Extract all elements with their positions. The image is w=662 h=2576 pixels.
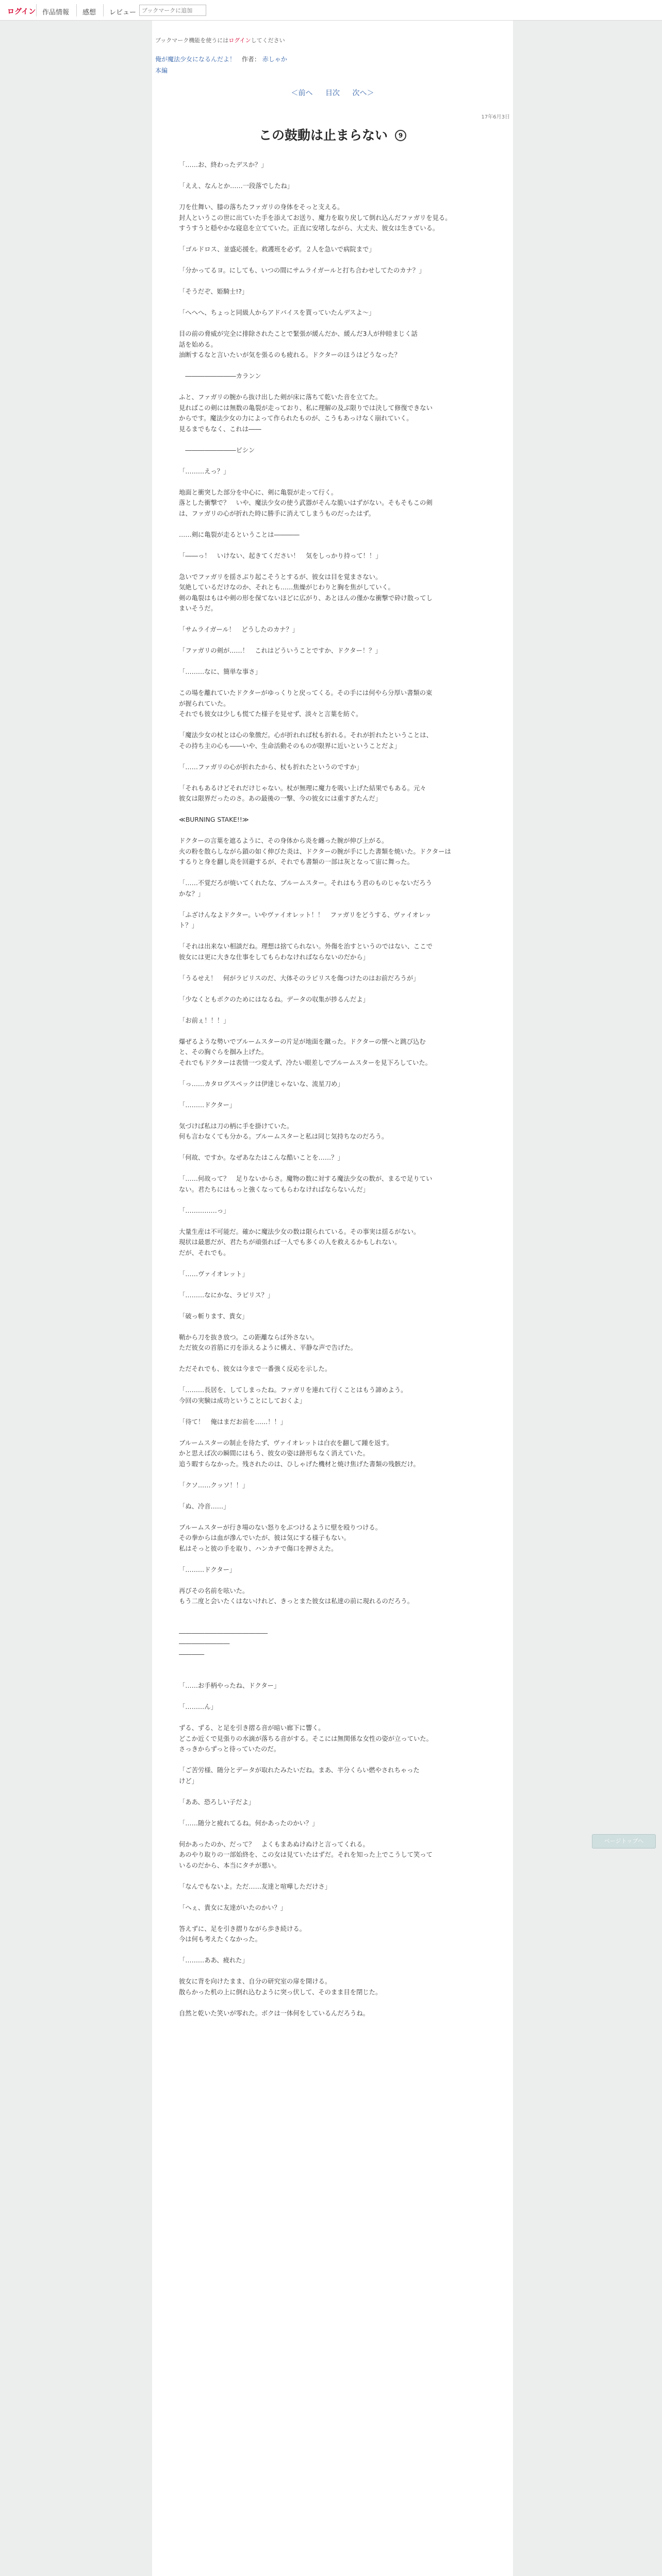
body-paragraph: 「……………っ」 (179, 1207, 230, 1214)
body-paragraph: ――――――――カランン (179, 372, 261, 380)
body-paragraph: 刀を仕舞い、膝の落ちたファガリの身体をそっと支える。 (179, 204, 344, 211)
body-paragraph: 「待て！ 俺はまだお前を……！！」 (179, 1418, 287, 1426)
body-paragraph: 封人というこの世に出ていた手を添えてお送り、魔力を取り戻して倒れ込んだファガリを見る。 (179, 214, 452, 222)
body-paragraph: ずる、ずる、と足を引き摺る音が暗い廊下に響く。 (179, 1724, 325, 1732)
author-link[interactable]: 赤しゃか (262, 56, 287, 63)
body-paragraph: が握られていた。 (179, 700, 230, 707)
body-paragraph: 急いでファガリを揺さぶり起こそうとするが、彼女は目を覚まさない。 (179, 573, 382, 581)
body-paragraph: 「お前ぇ！！！」 (179, 1016, 230, 1024)
body-paragraph (179, 1279, 488, 1290)
body-paragraph (179, 1427, 488, 1438)
body-paragraph: 「………長居を、してしまったね。ファガリを連れて行くことはもう諦めよう。 (179, 1386, 407, 1394)
body-paragraph (179, 1406, 488, 1417)
body-paragraph (179, 984, 488, 994)
body-paragraph (179, 382, 488, 393)
body-paragraph: からです。魔法少女の力によって作られたものが、こうもあっけなく崩れていく。 (179, 415, 413, 422)
body-paragraph: けど」 (179, 1777, 198, 1785)
login-note-text-suffix: してください (251, 37, 285, 44)
body-paragraph: 彼女には更に大きな仕事をしてもらわなければならないのだから」 (179, 953, 369, 961)
body-paragraph: 地面と衝突した部分を中心に、剣に亀裂が走って行く。 (179, 488, 338, 496)
body-paragraph: 「……お、終わったデスか？」 (179, 161, 268, 168)
body-paragraph: 「……お手柄やったね、ドクター」 (179, 1682, 280, 1689)
body-paragraph: 現状は最悪だが、君たちが頑張れば一人でも多くの人を救えるかもしれない。 (179, 1239, 401, 1246)
series-title-link[interactable]: 俺が魔法少女になるんだよ！ (155, 56, 236, 63)
body-paragraph: 「へぇ、貴女に友達がいたのかい？」 (179, 1904, 287, 1911)
body-paragraph: 「ええ、なんとか……一段落でしたね」 (179, 182, 294, 190)
body-paragraph (179, 1216, 488, 1227)
body-paragraph: 「………ああ、疲れた」 (179, 1957, 249, 1964)
body-paragraph (179, 899, 488, 910)
body-paragraph: ブルームスターが行き場のない怒りをぶつけるように壁を殴りつける。 (179, 1523, 382, 1531)
page-top-button[interactable]: ページトップへ (592, 1834, 656, 1849)
body-paragraph: 「うるせえ！ 何がラピリスのだ、大体そのラピリスを傷つけたのはお前だろうが」 (179, 974, 420, 982)
body-paragraph (179, 1469, 488, 1480)
login-note-link[interactable]: ログイン (228, 37, 251, 44)
body-paragraph (179, 720, 488, 731)
body-paragraph (179, 1871, 488, 1882)
body-paragraph (179, 1026, 488, 1037)
body-paragraph: は、ファガリの心が折れた時に勝手に消えてしまうものだったはず。 (179, 510, 375, 517)
body-paragraph: 私はそっと彼の手を取り、ハンカチで傷口を押さえた。 (179, 1545, 338, 1552)
body-paragraph: どこか近くで見張りの水滴が落ちる音がする。そこには無関係な女性の姿が立っていた。 (179, 1735, 433, 1742)
body-paragraph (179, 434, 488, 445)
body-paragraph: 「少なくともボクのためにはなるね。データの収集が捗るんだよ」 (179, 995, 369, 1003)
body-paragraph (179, 1005, 488, 1015)
body-paragraph (179, 361, 488, 371)
body-paragraph: ブルームスターの制止を待たず、ヴァイオレットは白衣を翻して踵を返す。 (179, 1439, 393, 1447)
prev-chapter-link[interactable]: ＜前へ (291, 89, 313, 97)
body-paragraph: ≪BURNING STAKE!!≫ (179, 816, 249, 823)
body-paragraph: 爆ぜるような勢いでブルームスターの片足が地面を蹴った。ドクターの懐へと跳び込む (179, 1038, 426, 1045)
body-paragraph: 「魔法少女の杖とは心の象徴だ。心が折れれば杖も折れる。それが折れたということは、 (179, 732, 433, 739)
body-paragraph (179, 962, 488, 973)
body-paragraph (179, 1321, 488, 1332)
body-paragraph (179, 751, 488, 762)
body-paragraph: ……剣に亀裂が走るということは―――― (179, 531, 300, 538)
body-paragraph: ふと、ファガリの腕から抜け出した剣が床に落ちて乾いた音を立てた。 (179, 394, 382, 401)
body-paragraph: 何も言わなくても分かる。ブルームスターと私は同じ気持ちなのだろう。 (179, 1133, 388, 1140)
body-paragraph (179, 868, 488, 878)
body-paragraph (179, 1913, 488, 1924)
body-paragraph: 「へへへ、ちょっと同級人からアドバイスを貰っていたんデスよ〜」 (179, 309, 375, 316)
body-paragraph: 気絶しているだけなのか、それとも……焦燥がじわりと胸を焦がしていく。 (179, 584, 394, 591)
body-paragraph: 「それもあるけどそれだけじゃない。杖が無理に魔力を吸い上げた結果でもある。元々 (179, 784, 426, 792)
body-paragraph: ――――――――ピシン (179, 446, 255, 454)
body-paragraph (179, 1089, 488, 1100)
body-paragraph: 「………えっ？」 (179, 467, 230, 475)
body-paragraph: 今は何も考えたくなかった。 (179, 1936, 261, 1943)
body-paragraph: ない。君たちにはもっと強くなってもらわなければならないんだ」 (179, 1185, 369, 1193)
body-paragraph: と、その胸ぐらを掴み上げた。 (179, 1048, 268, 1056)
body-paragraph (179, 1575, 488, 1586)
body-paragraph: 見ればこの剣には無数の亀裂が走っており、私に理解の及ぶ限りでは決して修復できない (179, 404, 433, 412)
body-paragraph: 彼女に背を向けたまま、自分の研究室の扉を開ける。 (179, 1978, 332, 1985)
body-paragraph: 油断するなと言いたいが気を張るのも疲れる。ドクターのほうはどうなった？ (179, 351, 401, 359)
body-paragraph: かな？」 (179, 890, 205, 897)
body-paragraph (179, 255, 488, 266)
body-paragraph (179, 804, 488, 815)
body-paragraph: 「そうだぞ、姫騎士!?」 (179, 288, 249, 295)
body-paragraph: 彼女は限界だったのさ。あの最後の一撃、今の彼女には重すぎたんだ」 (179, 795, 382, 802)
body-paragraph (179, 1353, 488, 1364)
impressions-link[interactable]: 感想 (82, 9, 96, 16)
body-paragraph (179, 1659, 488, 1670)
body-paragraph: 散らかった机の上に倒れ込むように突っ伏して、そのまま目を閉じた。 (179, 1988, 382, 1996)
body-paragraph: 「ゴルドロス、並盛応援を。救護班を必ず。２人を急いで病院まで」 (179, 246, 375, 253)
nav-divider (76, 4, 77, 16)
body-paragraph (179, 1828, 488, 1839)
body-paragraph (179, 1375, 488, 1385)
body-paragraph: 「何故、ですか。なぜあなたはこんな酷いことを……？」 (179, 1154, 344, 1161)
body-paragraph: 「――っ！ いけない、起きてください！ 気をしっかり持って！！」 (179, 552, 382, 560)
body-paragraph: 落とした衝撃で？ いや、魔法少女の使う武器がそんな脆いはずがない。そもそもこの剣 (179, 499, 433, 506)
body-paragraph (179, 192, 488, 202)
body-paragraph (179, 1617, 488, 1628)
body-paragraph: この場を離れていたドクターがゆっくりと戻ってくる。その手には何やら分厚い書類の束 (179, 689, 433, 697)
body-paragraph: 「ふざけんなよドクター。いやヴァイオレット！！ ファガリをどうする、ヴァイオレッ (179, 911, 432, 919)
body-paragraph: 「……ヴァイオレット」 (179, 1270, 249, 1278)
body-paragraph: 大量生産は不可能だ。確かに魔法少女の数は限られている。その事実は揺るがない。 (179, 1228, 420, 1235)
body-paragraph (179, 1807, 488, 1818)
body-paragraph: 「……ファガリの心が折れたから、杖も折れたというのですか」 (179, 763, 363, 771)
novel-content-column (152, 21, 513, 2576)
body-paragraph (179, 519, 488, 530)
body-paragraph (179, 1195, 488, 1206)
body-paragraph: その拳からは血が滲んでいたが、彼は気にする様子もない。 (179, 1534, 351, 1541)
body-paragraph: ト？」 (179, 922, 198, 929)
body-paragraph: 答えずに、足を引き摺りながら歩き続ける。 (179, 1925, 306, 1933)
body-paragraph: 見るまでもなく、これは―― (179, 425, 261, 433)
nav-divider (103, 4, 104, 16)
body-paragraph: 「……随分と疲れてるね。何かあったのかい？」 (179, 1819, 319, 1827)
body-paragraph: するりと身を翻し炎を回避するが、それでも書類の一部は灰となって宙に舞った。 (179, 858, 413, 866)
body-paragraph (179, 1068, 488, 1079)
body-paragraph: 「なんでもないよ。ただ……友達と喧嘩しただけさ」 (179, 1883, 332, 1890)
series-info (155, 55, 287, 63)
body-paragraph: 目の前の脅威が完全に排除されたことで緊張が緩んだか、緩んだ3人が仲睦まじく話 (179, 330, 418, 337)
body-paragraph (179, 772, 488, 783)
chapter-number-badge: 9 (395, 130, 406, 141)
body-paragraph: 自然と乾いた笑いが零れた。ボクは一体何をしているんだろうね。 (179, 2009, 369, 2017)
body-paragraph (179, 1966, 488, 1977)
body-paragraph: ―――――――― (179, 1640, 230, 1647)
body-paragraph: 「ぬ、冷音……」 (179, 1502, 230, 1510)
author-label: 作者： (241, 56, 260, 63)
body-paragraph: 「っ……カタログスペックは伊達じゃないな、流星刀め」 (179, 1080, 344, 1088)
body-paragraph: 今回の実験は成功ということにしておくよ」 (179, 1397, 306, 1404)
review-link[interactable]: レビュー (109, 9, 137, 16)
body-paragraph: 「サムライガール！ どうしたのカナ？」 (179, 626, 299, 633)
body-paragraph (179, 1945, 488, 1956)
body-paragraph: ドクターの言葉を遮るように、その身体から炎を纏った腕が伸び上がる。 (179, 837, 388, 844)
top-navigation-bar (0, 0, 662, 21)
body-paragraph: 鞘から刀を抜き放つ。この距離ならば外さない。 (179, 1333, 319, 1341)
body-paragraph (179, 1142, 488, 1153)
body-paragraph: いるのだから、本当にタチが悪い。 (179, 1861, 280, 1869)
body-paragraph (179, 1997, 488, 2008)
body-paragraph (179, 825, 488, 836)
chapter-group-label: 本編 (155, 67, 168, 74)
chapter-body (179, 160, 488, 2019)
chapter-title-row (152, 125, 513, 144)
body-paragraph: 火の粉を散らしながら鎖の如く伸びた炎は、ドクターの腕が手にした書類を焼いた。ドクターは (179, 848, 451, 855)
post-date: 17年6月3日 (481, 114, 510, 120)
body-paragraph (179, 1300, 488, 1311)
body-paragraph (179, 1607, 488, 1618)
body-paragraph: 「クソ……クッソ！！」 (179, 1481, 249, 1489)
body-paragraph: 「………ドクター」 (179, 1566, 236, 1573)
body-paragraph: まいそうだ。 (179, 605, 217, 612)
bookmark-login-note (155, 36, 285, 44)
body-paragraph (179, 171, 488, 181)
next-chapter-link[interactable]: 次へ＞ (352, 89, 374, 97)
body-paragraph: だが、それでも。 (179, 1249, 230, 1257)
body-paragraph (179, 1258, 488, 1269)
body-paragraph: 「それは出来ない相談だね。理想は捨てられない。外傷を治すというのではない、ここで (179, 943, 433, 950)
body-paragraph: あのやり取りの一部始終を、この女は見ていたはずだ。それを知った上でこうして笑って (179, 1851, 433, 1858)
body-paragraph: 追う暇すらなかった。残されたのは、ひしゃげた機材と焼け焦げた書類の残骸だけ。 (179, 1460, 420, 1468)
body-paragraph: それでも彼女は少しも慌てた様子を見せず、淡々と言葉を紡ぐ。 (179, 710, 362, 718)
body-paragraph: 「……何故って？ 足りないからさ。魔物の数に対する魔法少女の数が、まるで足りてい (179, 1175, 433, 1182)
body-paragraph (179, 297, 488, 308)
body-paragraph: すうすうと穏やかな寝息を立てていた。正直に安堵しながら、大丈夫、彼女は生きている。 (179, 225, 439, 232)
body-paragraph: 「ああ、恐ろしい子だよ」 (179, 1798, 255, 1806)
body-paragraph (179, 276, 488, 287)
body-paragraph (179, 931, 488, 942)
body-paragraph (179, 477, 488, 487)
body-paragraph (179, 656, 488, 667)
body-paragraph (179, 455, 488, 466)
body-paragraph: ―――― (179, 1650, 205, 1658)
body-paragraph: もう二度と会いたくはないけれど、きっとまた彼女は私達の前に現れるのだろう。 (179, 1598, 413, 1605)
body-paragraph: ―――――――――――――― (179, 1629, 268, 1637)
body-paragraph (179, 1892, 488, 1903)
nav-divider (36, 4, 37, 16)
body-paragraph: 「破っ斬ります、貴女」 (179, 1312, 249, 1320)
body-paragraph: 「………なに、簡単な事さ」 (179, 668, 261, 675)
body-paragraph: 「……不覚だろが焼いてくれたな、ブルームスター。それはもう君のものじゃないだろう (179, 879, 432, 887)
works-info-link[interactable]: 作品情報 (42, 9, 70, 16)
body-paragraph (179, 318, 488, 329)
body-paragraph: 気づけば私は刀の柄に手を掛けていた。 (179, 1122, 293, 1130)
body-paragraph: さっきからずっと待っていたのだ。 (179, 1745, 280, 1753)
body-paragraph (179, 614, 488, 625)
body-paragraph: ただそれでも、彼女は今まで一番強く反応を示した。 (179, 1365, 332, 1372)
body-paragraph (179, 540, 488, 551)
body-paragraph (179, 561, 488, 572)
body-paragraph: かと思えば次の瞬間にはもう、彼女の姿は跡形もなく消えていた。 (179, 1450, 369, 1457)
body-paragraph: ただ彼女の首筋に刃を添えるように構え、平静な声で告げた。 (179, 1344, 357, 1351)
body-paragraph: それでもドクターは表情一つ変えず、冷たい眼差しでブルームスターを見下ろしていた。 (179, 1059, 432, 1066)
body-paragraph (179, 1755, 488, 1766)
body-paragraph: 「分かってるヨ。にしても、いつの間にサムライガールと打ち合わせしてたのカナ？」 (179, 267, 425, 274)
body-paragraph: その持ち主の心も――いや、生命活動そのものが限界に近いということだよ」 (179, 742, 401, 750)
body-paragraph (179, 234, 488, 245)
body-paragraph (179, 1554, 488, 1565)
body-paragraph (179, 1490, 488, 1501)
login-note-text: ブックマーク機能を使うには (155, 37, 229, 44)
login-link[interactable]: ログイン (7, 8, 36, 16)
body-paragraph (179, 1163, 488, 1174)
body-paragraph (179, 677, 488, 688)
body-paragraph: 「ファガリの剣が……！ これはどういうことですか、ドクター！？」 (179, 647, 382, 654)
body-paragraph: 「………ん」 (179, 1703, 217, 1710)
body-paragraph (179, 1713, 488, 1723)
body-paragraph: 「………ドクター」 (179, 1101, 236, 1109)
body-paragraph (179, 1786, 488, 1797)
body-paragraph (179, 1512, 488, 1522)
body-paragraph (179, 635, 488, 646)
body-paragraph (179, 1691, 488, 1702)
chapter-title: この鼓動は止まらない (258, 128, 388, 143)
body-paragraph: 「………なにかな、ラピリス？」 (179, 1291, 274, 1299)
body-paragraph: 再びその名前を呟いた。 (179, 1587, 249, 1595)
body-paragraph: 「ご苦労様、随分とデータが取れたみたいだね。まあ、半分くらい燃やされちゃった (179, 1767, 420, 1774)
chapter-pager (152, 88, 513, 98)
body-paragraph (179, 1110, 488, 1121)
body-paragraph (179, 1670, 488, 1681)
body-paragraph: 何かあったのか、だって？ よくもまあぬけぬけと言ってくれる。 (179, 1840, 369, 1848)
table-of-contents-link[interactable]: 目次 (325, 89, 340, 97)
body-paragraph: 剣の亀裂はもはや剣の形を保てないほどに広がり、あとほんの僅かな衝撃で砕け散ってし (179, 594, 433, 602)
bookmark-add-input[interactable] (139, 5, 206, 16)
body-paragraph: 話を始める。 (179, 341, 217, 348)
